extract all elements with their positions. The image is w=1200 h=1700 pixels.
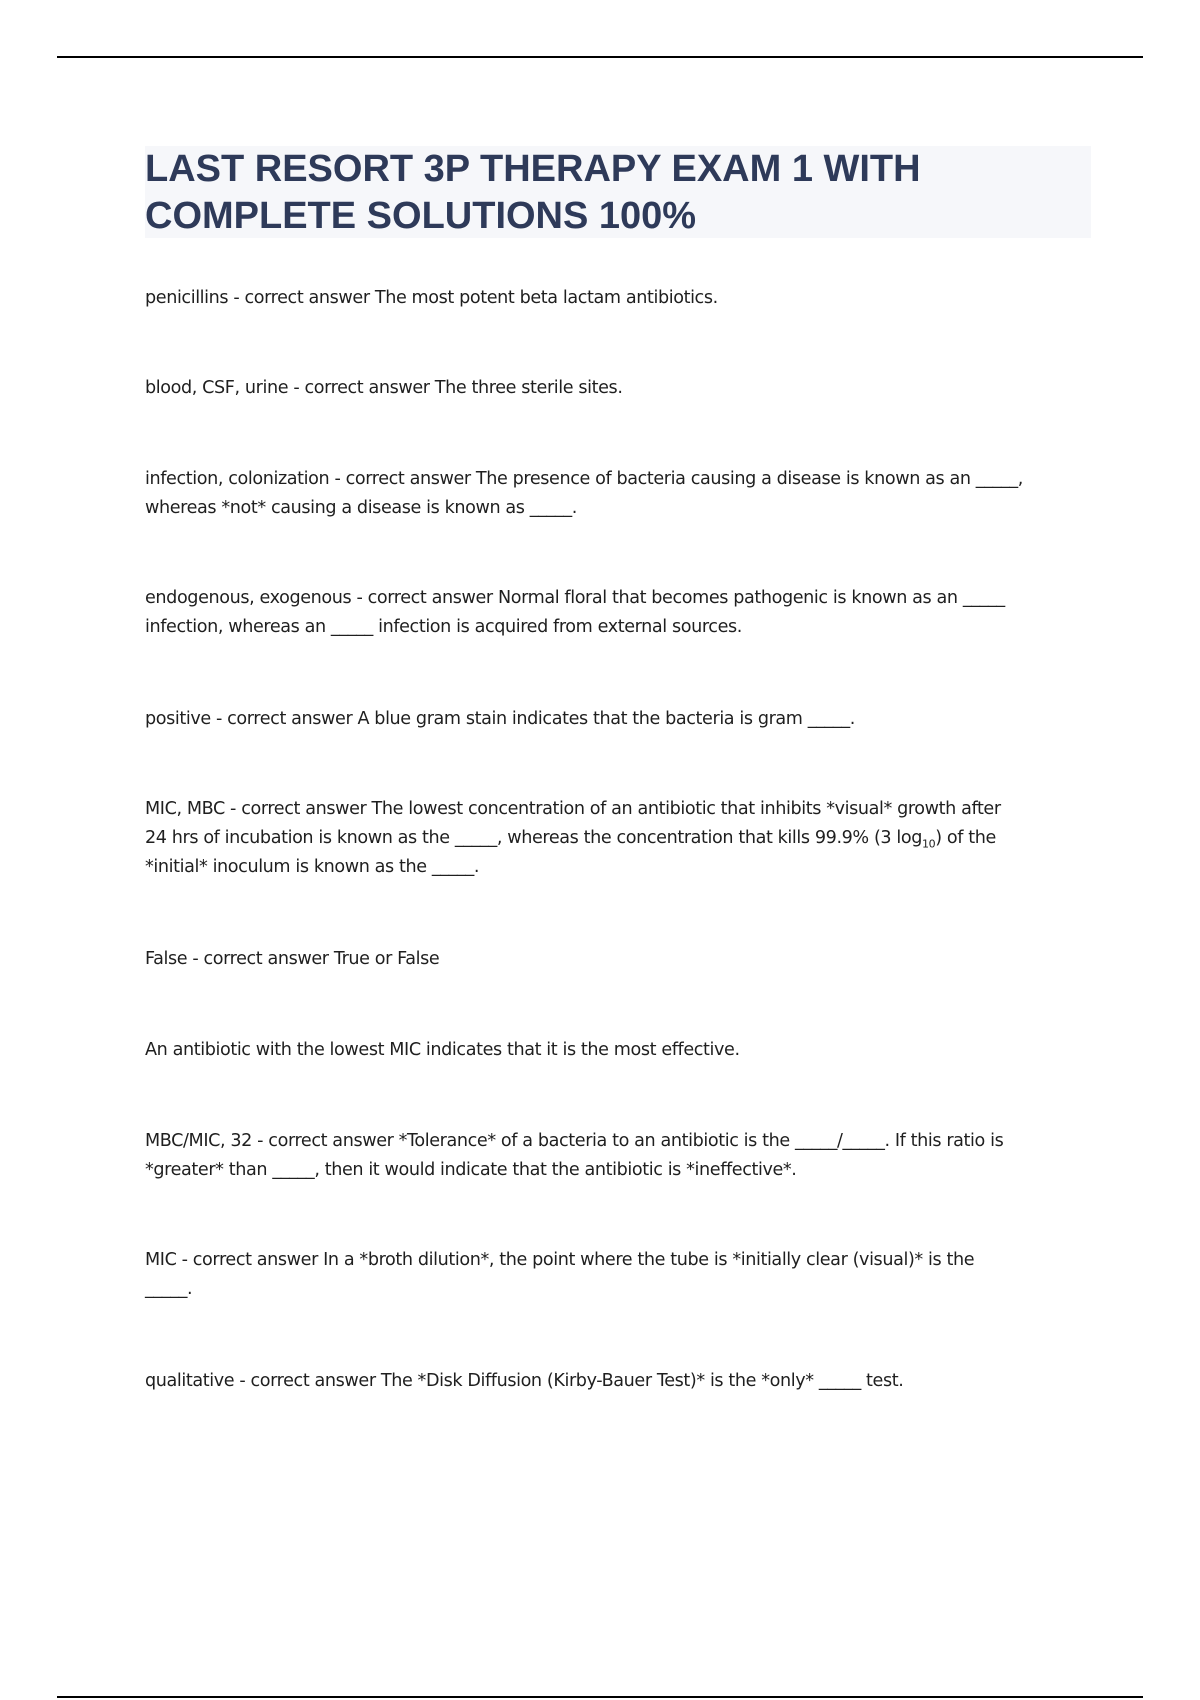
qa-line: blood, CSF, urine - correct answer The three sterile sites. bbox=[145, 378, 623, 398]
qa-item bbox=[145, 705, 1085, 734]
qa-line: qualitative - correct answer The *Disk Diffusion (Kirby-Bauer Test)* is the *only* _____ test. bbox=[145, 1371, 904, 1391]
qa-item bbox=[145, 584, 1085, 642]
qa-line: infection, whereas an _____ infection is acquired from external sources. bbox=[145, 617, 742, 637]
qa-line-text: 24 hrs of incubation is known as the _____, whereas the concentration that kills 99.9% (3 log bbox=[145, 828, 923, 848]
qa-line: _____. bbox=[145, 1279, 193, 1299]
qa-item bbox=[145, 795, 1085, 882]
qa-line: MIC - correct answer In a *broth dilution*, the point where the tube is *initially clear (visual)* is the bbox=[145, 1250, 975, 1270]
qa-item bbox=[145, 284, 1085, 313]
bottom-rule bbox=[57, 1696, 1143, 1698]
document-title bbox=[145, 146, 1091, 238]
qa-line: False - correct answer True or False bbox=[145, 949, 440, 969]
title-line-1: LAST RESORT 3P THERAPY EXAM 1 WITH bbox=[145, 148, 921, 190]
qa-line-text: ) of the bbox=[935, 828, 996, 848]
log-subscript: 10 bbox=[922, 837, 936, 851]
qa-item bbox=[145, 1127, 1085, 1185]
qa-line: *greater* than _____, then it would indicate that the antibiotic is *ineffective*. bbox=[145, 1160, 797, 1180]
qa-line: positive - correct answer A blue gram stain indicates that the bacteria is gram _____. bbox=[145, 709, 855, 729]
qa-item bbox=[145, 465, 1085, 523]
title-line-2: COMPLETE SOLUTIONS 100% bbox=[145, 195, 697, 237]
qa-line bbox=[145, 824, 1085, 853]
qa-item bbox=[145, 1036, 1085, 1065]
qa-line: An antibiotic with the lowest MIC indicates that it is the most effective. bbox=[145, 1040, 740, 1060]
qa-line: penicillins - correct answer The most potent beta lactam antibiotics. bbox=[145, 288, 718, 308]
qa-line: infection, colonization - correct answer The presence of bacteria causing a disease is known as an _____, bbox=[145, 469, 1023, 489]
qa-item bbox=[145, 945, 1085, 974]
qa-line: MBC/MIC, 32 - correct answer *Tolerance* of a bacteria to an antibiotic is the _____/_____. If this ratio is bbox=[145, 1131, 1004, 1151]
qa-line: *initial* inoculum is known as the _____. bbox=[145, 857, 480, 877]
qa-line: MIC, MBC - correct answer The lowest concentration of an antibiotic that inhibits *visual* growth after bbox=[145, 799, 1001, 819]
qa-line: endogenous, exogenous - correct answer Normal floral that becomes pathogenic is known as an _____ bbox=[145, 588, 1005, 608]
qa-line: whereas *not* causing a disease is known as _____. bbox=[145, 498, 577, 518]
top-rule bbox=[57, 56, 1143, 58]
qa-item bbox=[145, 1367, 1085, 1396]
qa-item bbox=[145, 1246, 1085, 1304]
qa-item bbox=[145, 374, 1085, 403]
